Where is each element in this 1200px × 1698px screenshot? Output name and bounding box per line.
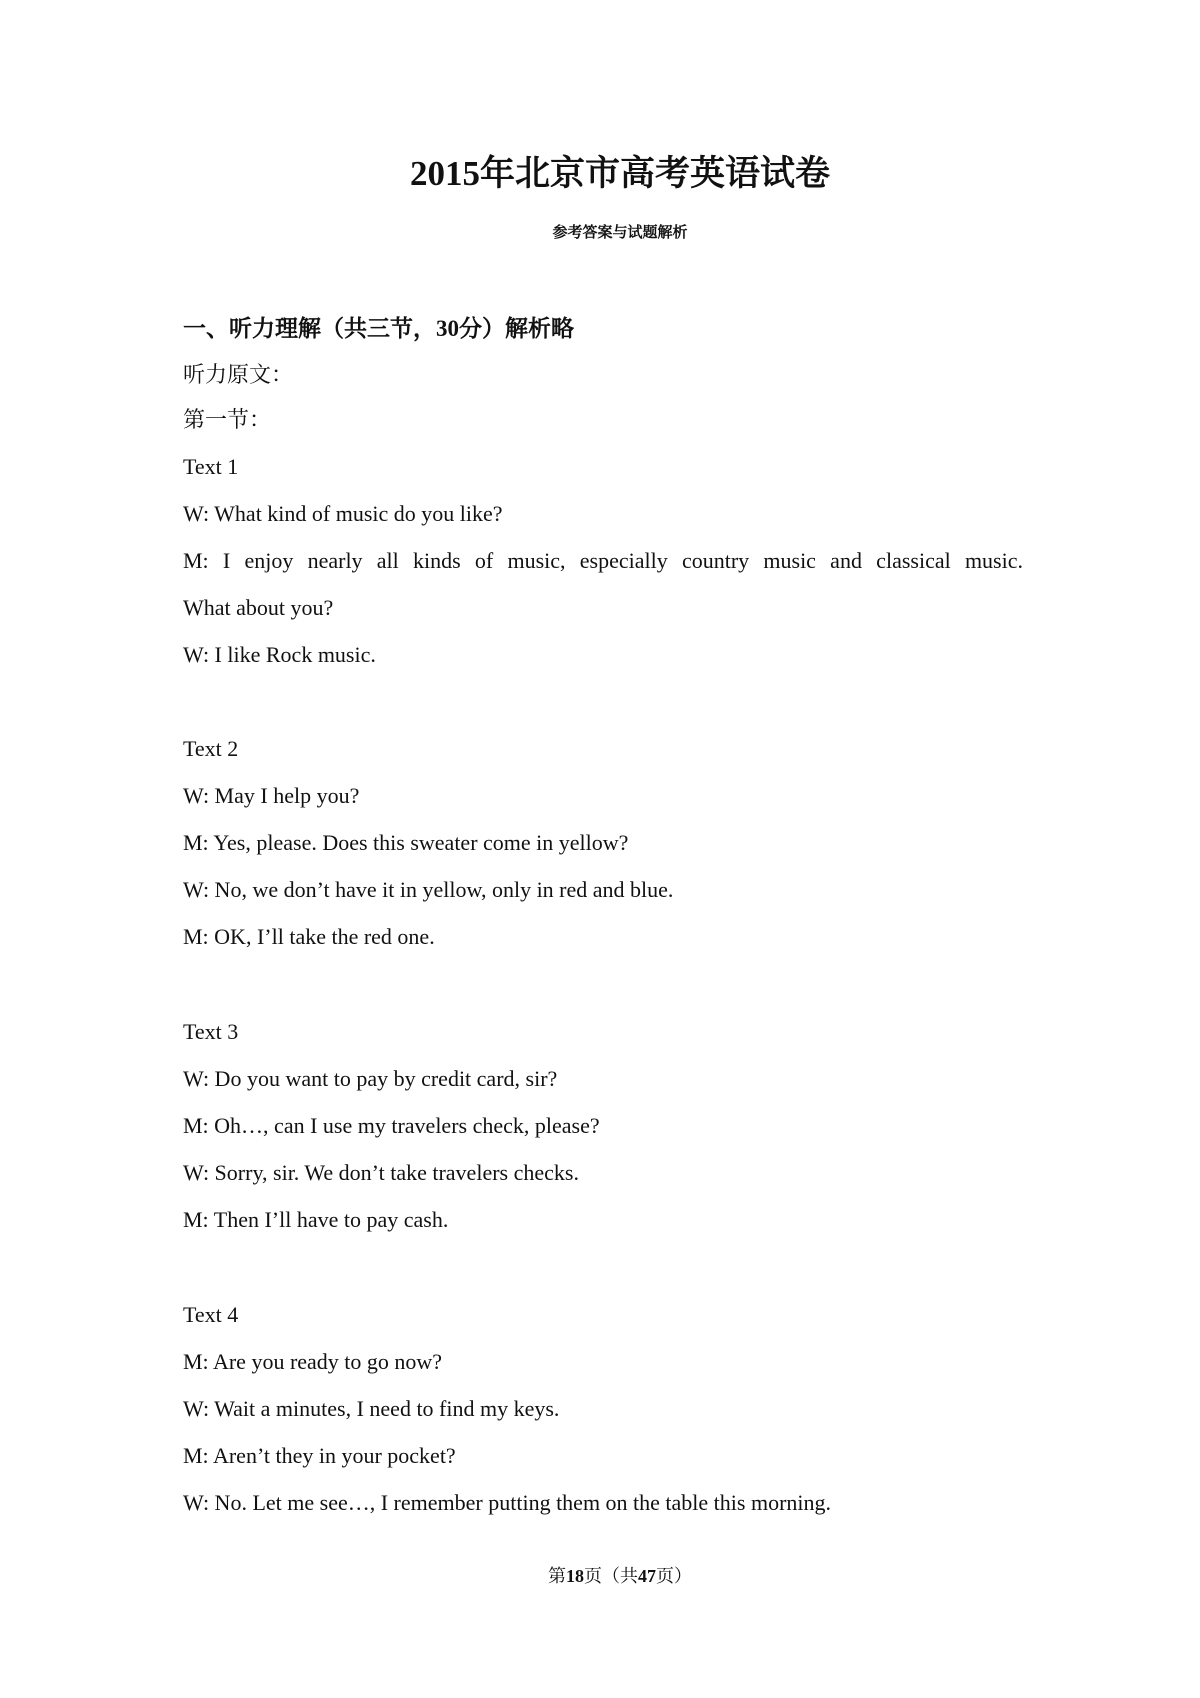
dialogue-line: M: OK, I’ll take the red one. [183, 924, 435, 949]
page-footer [0, 1564, 1200, 1588]
dialogue-line: W: Do you want to pay by credit card, sir? [183, 1066, 558, 1091]
part-label: 第一节： [183, 407, 272, 432]
dialogue-line: W: What kind of music do you like? [183, 501, 503, 526]
section-heading: 一、听力理解（共三节，30分）解析略 [183, 316, 574, 341]
dialogue-line: M: Then I’ll have to pay cash. [183, 1207, 449, 1232]
dialogue-line: M: Yes, please. Does this sweater come in yellow? [183, 830, 629, 855]
footer-suffix: 页） [656, 1566, 692, 1586]
text-label: Text 1 [183, 454, 239, 479]
dialogue-line: W: No. Let me see…, I remember putting them on the table this morning. [183, 1490, 832, 1515]
transcript-label: 听力原文： [183, 362, 294, 387]
dialogue-line: M: Oh…, can I use my travelers check, please? [183, 1113, 600, 1138]
document-title: 2015年北京市高考英语试卷 [409, 154, 830, 193]
footer-page-number: 18 [566, 1566, 584, 1586]
dialogue-line: W: Sorry, sir. We don’t take travelers checks. [183, 1160, 579, 1185]
dialogue-line: M: Are you ready to go now? [183, 1349, 443, 1374]
dialogue-line: W: I like Rock music. [183, 642, 376, 667]
footer-total-pages: 47 [638, 1566, 656, 1586]
dialogue-line: W: No, we don’t have it in yellow, only in red and blue. [183, 877, 674, 902]
dialogue-line: What about you? [183, 595, 334, 620]
dialogue-line: W: Wait a minutes, I need to find my keys. [183, 1396, 560, 1421]
text-label: Text 4 [183, 1302, 239, 1327]
dialogue-line: M: I enjoy nearly all kinds of music, especially country music and classical music. [183, 548, 1023, 573]
text-label: Text 3 [183, 1019, 239, 1044]
document-subtitle: 参考答案与试题解析 [552, 223, 688, 241]
dialogue-line: W: May I help you? [183, 783, 360, 808]
text-label: Text 2 [183, 736, 239, 761]
footer-prefix: 第 [548, 1566, 566, 1586]
footer-middle: 页（共 [584, 1566, 638, 1586]
dialogue-line: M: Aren’t they in your pocket? [183, 1443, 456, 1468]
